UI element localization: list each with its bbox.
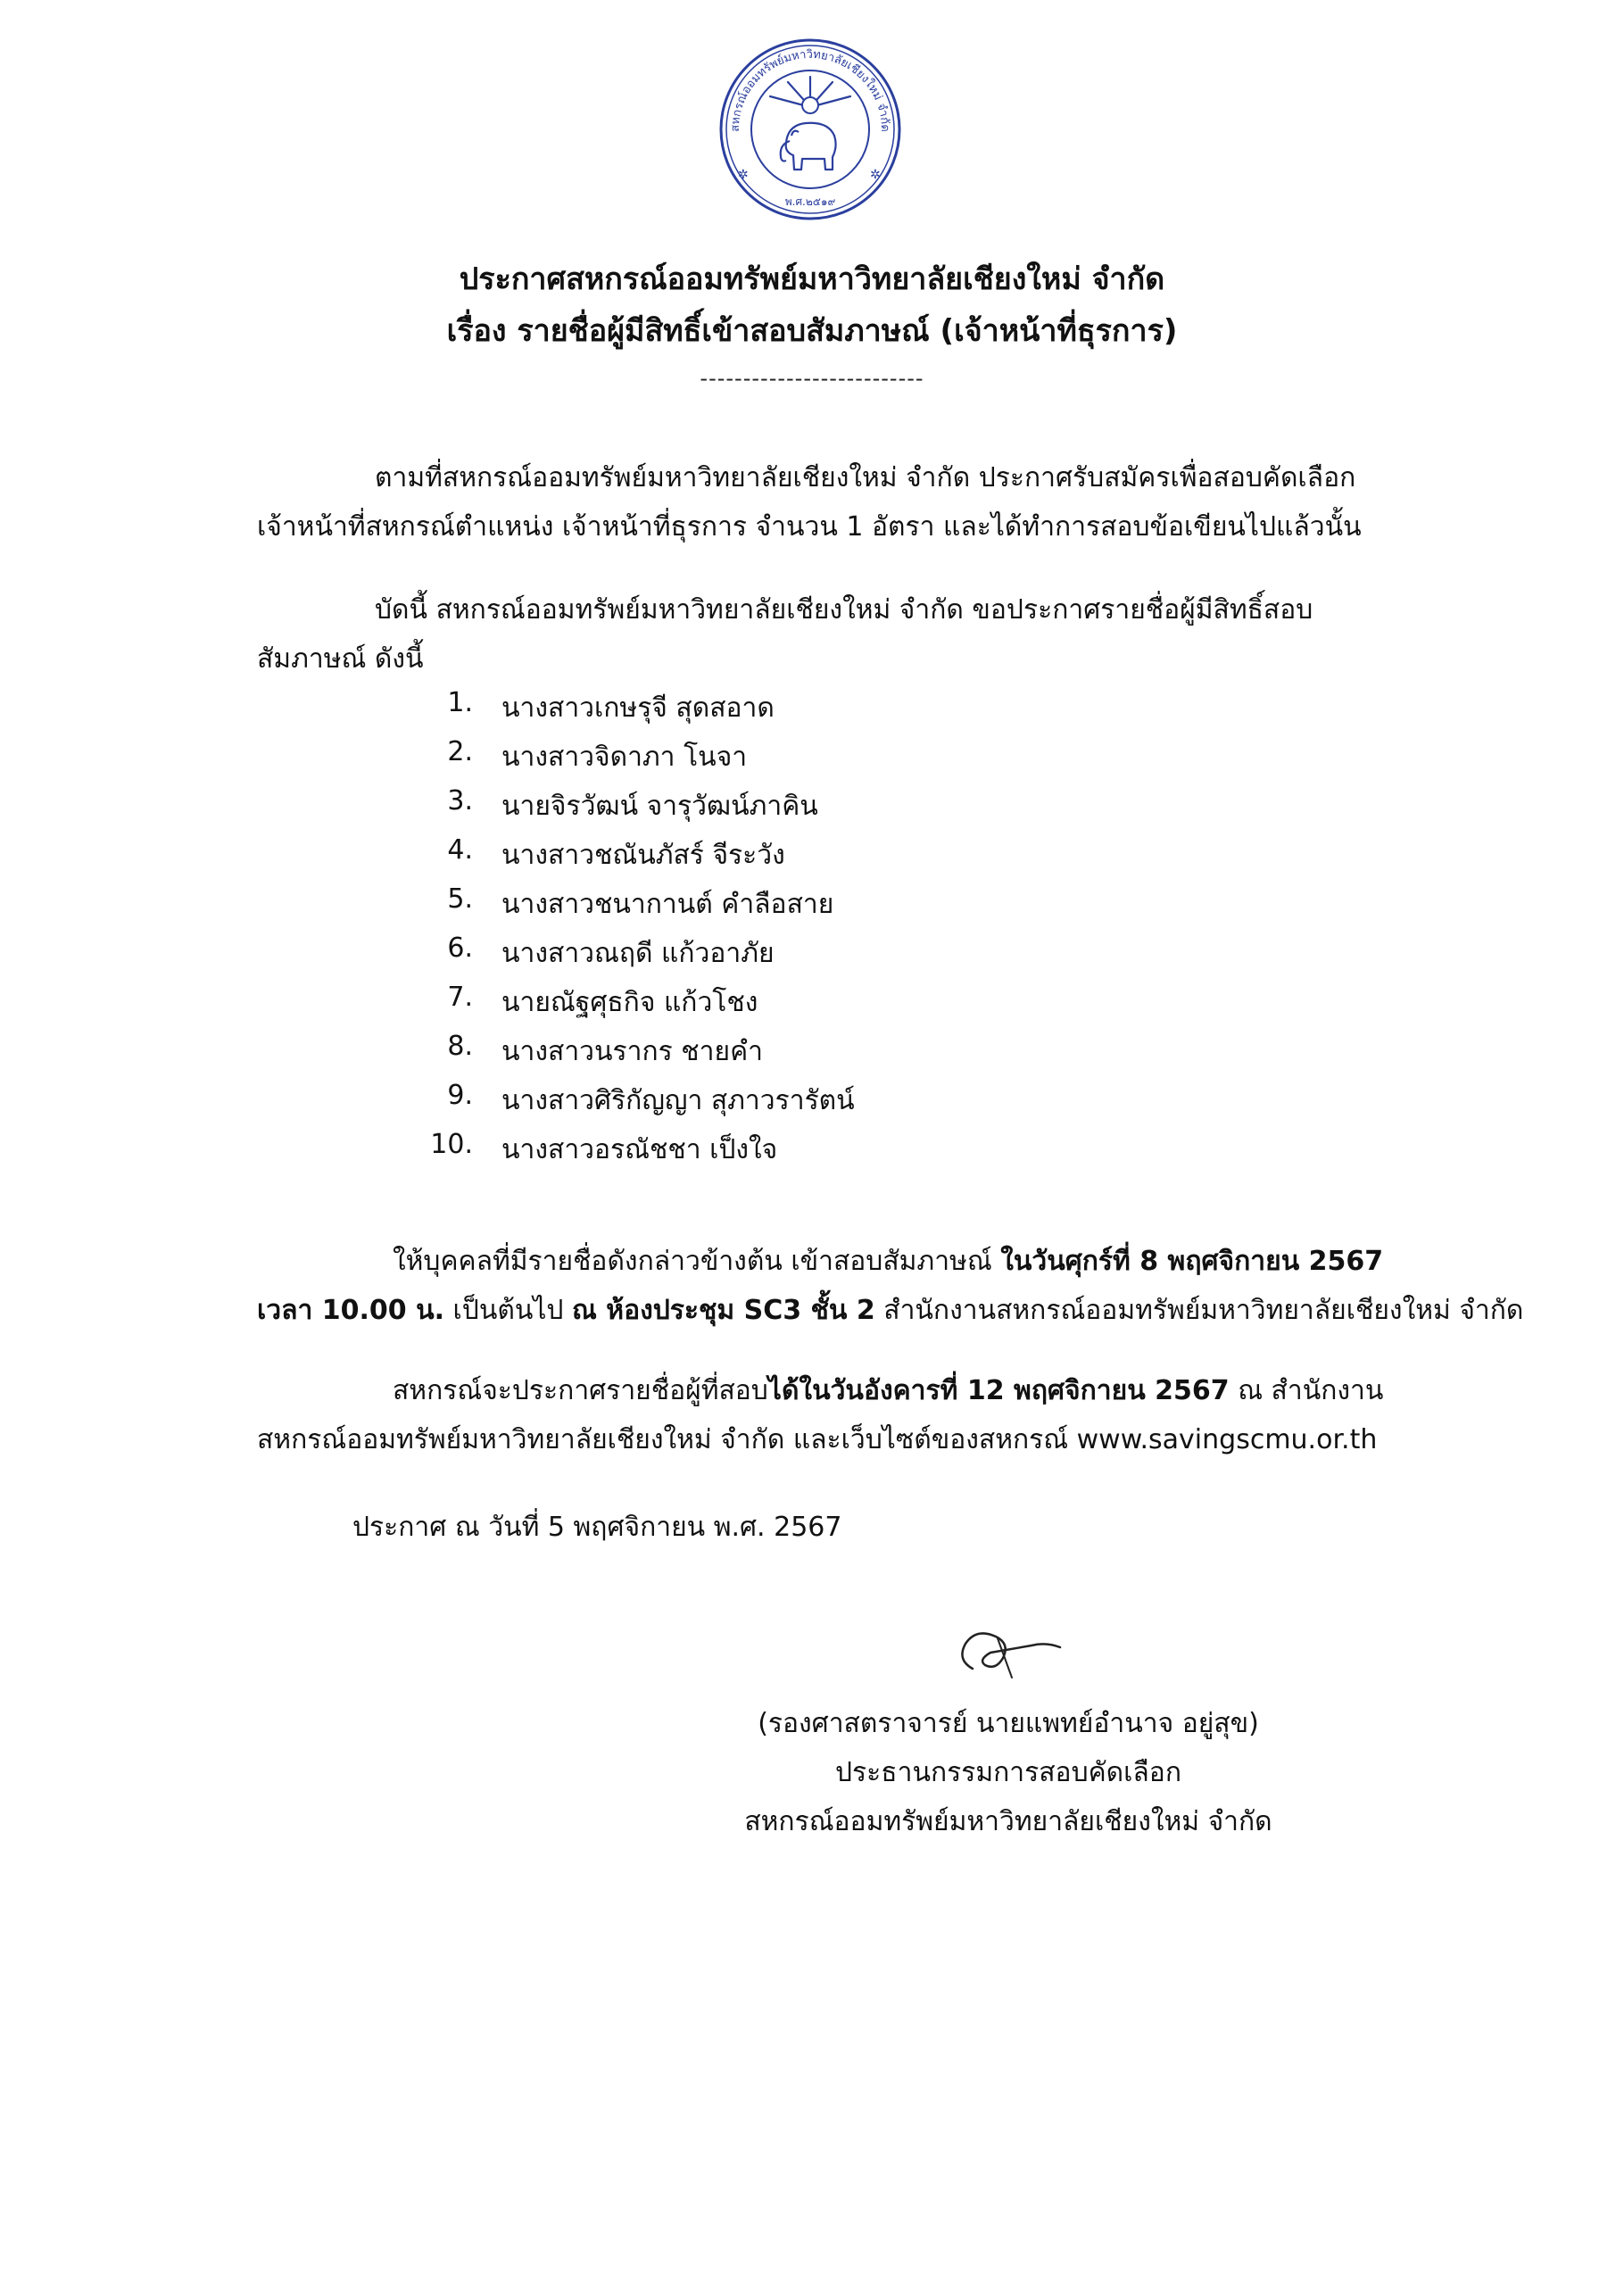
candidate-name: นางสาวอรณัชชา เป็งใจ — [501, 1134, 778, 1165]
interview-time: เวลา 10.00 น. — [257, 1295, 445, 1326]
interview-location: สำนักงานสหกรณ์ออมทรัพย์มหาวิทยาลัยเชียงใหม่ จำกัด — [874, 1295, 1524, 1326]
candidate-name: นางสาวนรากร ชายคำ — [501, 1036, 763, 1067]
candidate-number: 4. — [447, 834, 473, 866]
candidate-number: 7. — [447, 982, 473, 1013]
announce-line-2: สัมภาษณ์ ดังนี้ — [257, 643, 424, 675]
candidate-number: 1. — [447, 687, 473, 718]
results-text: สหกรณ์จะประกาศรายชื่อผู้ที่สอบ — [393, 1375, 768, 1406]
candidate-number: 2. — [447, 736, 473, 767]
intro-line-2: เจ้าหน้าที่สหกรณ์ตำแหน่ง เจ้าหน้าที่ธุรการ จำนวน 1 อัตรา และได้ทำการสอบข้อเขียนไปแล้วนั้น — [257, 511, 1362, 543]
svg-text:✲: ✲ — [738, 168, 749, 182]
handwritten-signature — [946, 1606, 1080, 1695]
signatory-position: ประธานกรรมการสอบคัดเลือก — [835, 1757, 1181, 1788]
interview-text: เป็นต้นไป — [444, 1295, 573, 1326]
interview-line-1 — [393, 1240, 1383, 1282]
announcement-date: ประกาศ ณ วันที่ 5 พฤศจิกายน พ.ศ. 2567 — [352, 1512, 842, 1543]
svg-text:✲: ✲ — [870, 168, 881, 182]
results-line-2: สหกรณ์ออมทรัพย์มหาวิทยาลัยเชียงใหม่ จำกัด และเว็บไซต์ของสหกรณ์ www.savingscmu.or.th — [257, 1424, 1378, 1455]
candidate-name: นายจิรวัฒน์ จารุวัฒน์ภาคิน — [501, 791, 818, 822]
svg-text:สหกรณ์ออมทรัพย์มหาวิทยาลัยเชีย: สหกรณ์ออมทรัพย์มหาวิทยาลัยเชียงใหม่ จำกัด — [728, 47, 892, 132]
signatory-organization: สหกรณ์ออมทรัพย์มหาวิทยาลัยเชียงใหม่ จำกัด — [744, 1806, 1272, 1837]
candidate-number: 3. — [447, 785, 473, 816]
candidate-number: 5. — [447, 883, 473, 915]
cooperative-seal-logo — [717, 36, 904, 223]
announce-line-1: บัดนี้ สหกรณ์ออมทรัพย์มหาวิทยาลัยเชียงใหม่ จำกัด ขอประกาศรายชื่อผู้มีสิทธิ์สอบ — [375, 594, 1313, 626]
candidate-name: นางสาวณฤดี แก้วอาภัย — [501, 938, 775, 969]
signatory-name: (รองศาสตราจารย์ นายแพทย์อำนาจ อยู่สุข) — [758, 1708, 1259, 1739]
candidate-name: นางสาวจิดาภา โนจา — [501, 742, 748, 773]
interview-line-2 — [257, 1289, 1523, 1331]
interview-room: ณ ห้องประชุม SC3 ชั้น 2 — [572, 1295, 875, 1326]
results-date: ได้ในวันอังคารที่ 12 พฤศจิกายน 2567 — [767, 1375, 1230, 1406]
interview-date: ในวันศุกร์ที่ 8 พฤศจิกายน 2567 — [1000, 1246, 1384, 1277]
candidate-name: นางสาวเกษรุจี สุดสอาด — [501, 692, 775, 724]
svg-text:พ.ศ.๒๕๑๙: พ.ศ.๒๕๑๙ — [784, 195, 836, 208]
candidate-name: นางสาวศิริกัญญา สุภาวรารัตน์ — [501, 1085, 855, 1116]
candidate-number: 6. — [447, 932, 473, 964]
candidate-name: นางสาวชนากานต์ คำลือสาย — [501, 889, 834, 920]
candidate-name: นางสาวชณันภัสร์ จีระวัง — [501, 840, 785, 871]
candidate-name: นายณัฐศุธกิจ แก้วโชง — [501, 987, 758, 1018]
announcement-title: ประกาศสหกรณ์ออมทรัพย์มหาวิทยาลัยเชียงใหม่ จำกัด — [459, 261, 1165, 297]
results-text: ณ สำนักงาน — [1229, 1375, 1384, 1406]
results-line-1 — [393, 1370, 1383, 1412]
candidate-number: 10. — [430, 1129, 473, 1160]
header-divider: -------------------------- — [700, 366, 924, 391]
interview-text: ให้บุคคลที่มีรายชื่อดังกล่าวข้างต้น เข้าสอบสัมภาษณ์ — [393, 1246, 1001, 1277]
announcement-subject: เรื่อง รายชื่อผู้มีสิทธิ์เข้าสอบสัมภาษณ์ (เจ้าหน้าที่ธุรการ) — [446, 313, 1178, 349]
candidate-number: 8. — [447, 1031, 473, 1062]
candidate-number: 9. — [447, 1080, 473, 1111]
intro-line-1: ตามที่สหกรณ์ออมทรัพย์มหาวิทยาลัยเชียงใหม่ จำกัด ประกาศรับสมัครเพื่อสอบคัดเลือก — [375, 462, 1356, 493]
